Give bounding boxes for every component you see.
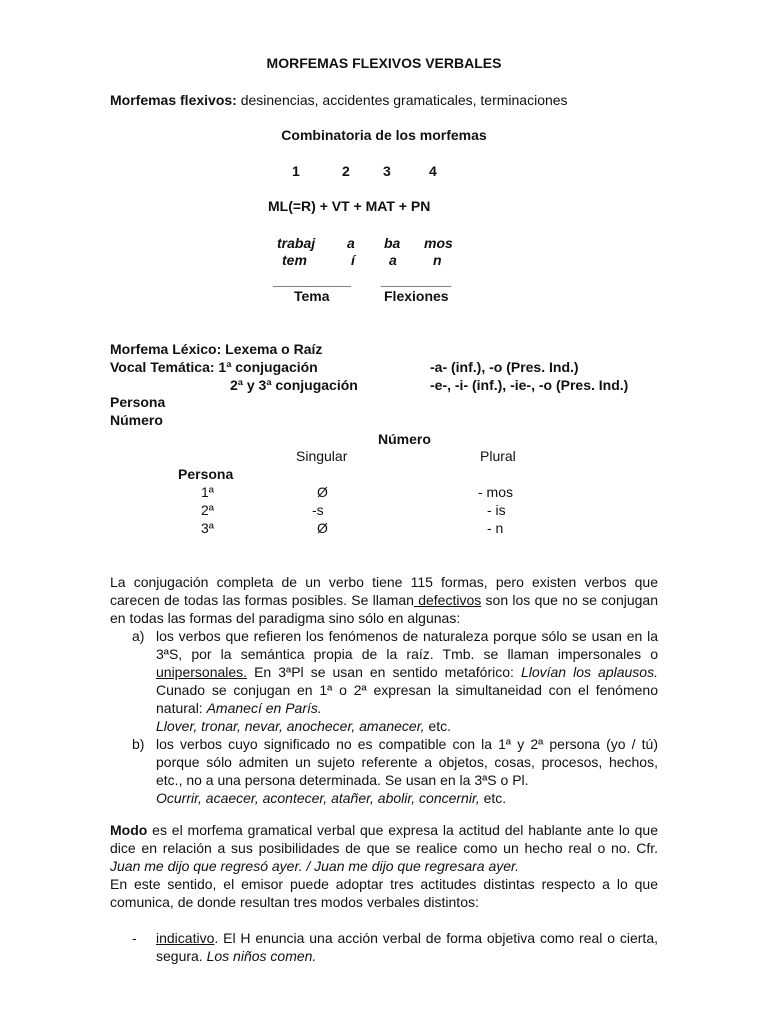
item-a-example: Llovían los aplausos.	[520, 664, 658, 680]
conjugacion-paragraph	[110, 573, 658, 627]
definition-label: Morfemas flexivos:	[110, 92, 237, 108]
table-cell-singular: Ø	[317, 520, 328, 536]
list-dash: -	[132, 930, 137, 946]
definition-text: desinencias, accidentes gramaticales, terminaciones	[236, 92, 568, 108]
example-morpheme: tem	[282, 252, 307, 268]
example-morpheme: í	[351, 252, 355, 268]
item-a-example-2: Amanecí en París.	[206, 700, 322, 716]
vocal-tematica-label: Vocal Temática: 1ª conjugación	[110, 359, 318, 375]
unipersonales-term: unipersonales.	[156, 664, 248, 680]
persona-label: Persona	[110, 394, 166, 410]
modo-paragraph	[110, 821, 658, 911]
table-cell-plural: - n	[487, 520, 504, 536]
example-morpheme: trabaj	[277, 235, 316, 251]
table-singular-header: Singular	[296, 448, 348, 464]
item-a-etc: etc.	[424, 718, 451, 734]
table-cell-persona: 2ª	[201, 502, 214, 518]
conjugacion-intro-cont: son los que no se conjugan en todas las formas del paradigma sino sólo en algunas:	[110, 592, 658, 626]
definition-line	[110, 92, 568, 109]
list-item	[110, 929, 658, 965]
morpheme-number: 3	[383, 163, 391, 179]
item-a-text-3: Cunado se conjugan en 1ª o 2ª expresan la simultaneidad con el fenómeno natural:	[156, 682, 658, 716]
modo-label: Modo	[110, 822, 148, 838]
morpheme-formula: ML(=R) + VT + MAT + PN	[268, 198, 431, 214]
list-item	[110, 627, 658, 735]
table-cell-singular: Ø	[317, 484, 328, 500]
morpheme-number: 2	[342, 163, 350, 179]
page-title: MORFEMAS FLEXIVOS VERBALES	[266, 55, 502, 71]
item-b-text: los verbos cuyo significado no es compatible con la 1ª y 2ª persona (yo / tú) porque sólo admiten un sujeto referente a objetos, cosas, procesos, hechos, etc., no a una persona determinada. Se usan en la 3ªS o Pl.	[156, 736, 658, 788]
item-a-text-2: En 3ªPl se usan en sentido metafórico:	[247, 664, 521, 680]
list-item	[110, 735, 658, 807]
example-morpheme: a	[347, 235, 355, 251]
indicativo-text: . El H enuncia una acción verbal de forma objetiva como real o cierta, segura.	[156, 930, 658, 964]
flexiones-label: Flexiones	[384, 288, 449, 304]
combinatoria-heading: Combinatoria de los morfemas	[281, 127, 487, 143]
table-cell-persona: 3ª	[201, 520, 214, 536]
morfema-lexico: Morfema Léxico: Lexema o Raíz	[110, 341, 323, 357]
table-cell-plural: - mos	[478, 484, 513, 500]
verb-type-list	[110, 627, 658, 807]
vocal-tematica-23: -e-, -i- (inf.), -ie-, -o (Pres. Ind.)	[430, 377, 629, 393]
example-morpheme: mos	[424, 235, 453, 251]
list-marker: b)	[132, 736, 145, 752]
conjugacion-intro: La conjugación completa de un verbo tiene 115 formas, pero existen verbos que carecen de todas las formas posibles. Se llaman	[110, 574, 658, 608]
conjugacion-23-label: 2ª y 3ª conjugación	[230, 377, 358, 393]
tema-label: Tema	[294, 288, 330, 304]
tema-rule: __________	[273, 272, 351, 288]
modo-example: Juan me dijo que regresó ayer. / Juan me dijo que regresara ayer.	[110, 858, 520, 874]
modos-list	[110, 929, 658, 965]
table-numero-header: Número	[378, 431, 431, 447]
item-b-etc: etc.	[479, 790, 507, 806]
defectivos-term: defectivos	[413, 592, 482, 608]
modo-text: es el morfema gramatical verbal que expresa la actitud del hablante ante lo que dice en relación a sus posibilidades de que se realice como un hecho real o no. Cfr.	[110, 822, 658, 856]
item-a-example-3: Llover, tronar, nevar, anochecer, amanecer,	[156, 718, 425, 734]
morpheme-number: 4	[429, 163, 437, 179]
table-cell-persona: 1ª	[201, 484, 214, 500]
numero-label: Número	[110, 412, 163, 428]
modo-text-2: En este sentido, el emisor puede adoptar tres actitudes distintas respecto a lo que comunica, de donde resultan tres modos verbales distintos:	[110, 876, 658, 910]
list-marker: a)	[132, 628, 145, 644]
vocal-tematica-1: -a- (inf.), -o (Pres. Ind.)	[430, 359, 579, 375]
indicativo-term: indicativo	[156, 930, 215, 946]
indicativo-example: Los niños comen.	[206, 948, 317, 964]
item-b-example: Ocurrir, acaecer, acontecer, atañer, abolir, concernir,	[156, 790, 480, 806]
morpheme-number: 1	[292, 163, 300, 179]
example-morpheme: a	[389, 252, 397, 268]
table-plural-header: Plural	[480, 448, 516, 464]
flexiones-rule: _________	[381, 272, 452, 288]
table-persona-header: Persona	[178, 466, 234, 482]
example-morpheme: n	[433, 252, 442, 268]
table-cell-plural: - is	[487, 502, 506, 518]
example-morpheme: ba	[384, 235, 401, 251]
table-cell-singular: -s	[312, 502, 324, 518]
item-a-text: los verbos que refieren los fenómenos de naturaleza porque sólo se usan en la 3ªS, por la semántica propia de la raíz. Tmb. se llaman impersonales o	[156, 628, 658, 662]
